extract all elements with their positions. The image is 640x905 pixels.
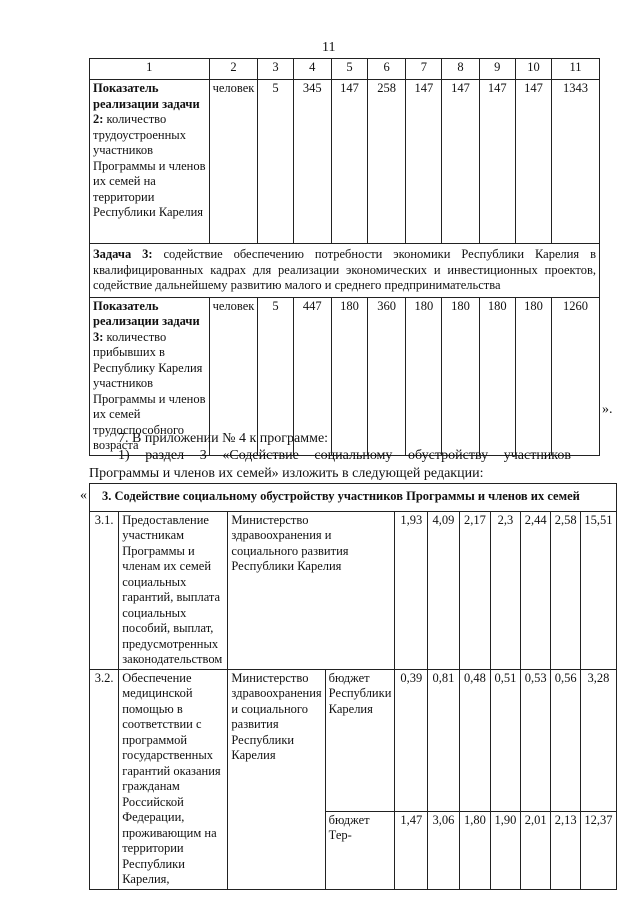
value-cell: 2,44 — [520, 511, 551, 669]
value-cell: 147 — [442, 80, 479, 244]
value-cell: 0,51 — [491, 669, 521, 811]
value-cell: 2,3 — [491, 511, 521, 669]
measure-name: Обеспечение медицинской помощью в соответствии с программой государственных гарантий оказания гражданам Российской Федерации, проживающим на территории Республики Карелия, — [119, 669, 228, 889]
value-cell: 147 — [331, 80, 367, 244]
value-cell: 2,58 — [551, 511, 581, 669]
header-cell: 5 — [331, 59, 367, 80]
value-cell: 360 — [368, 297, 406, 455]
section-title: 3. Содействие социальному обустройству участников Программы и членов их семей — [90, 484, 617, 512]
value-cell: 0,81 — [428, 669, 460, 811]
value-cell: 0,39 — [395, 669, 428, 811]
value-cell: 447 — [293, 297, 331, 455]
table-row — [90, 669, 617, 811]
value-cell: 2,17 — [459, 511, 490, 669]
page-number: 11 — [322, 40, 336, 55]
unit-cell: человек — [209, 297, 258, 455]
value-cell: 5 — [258, 80, 293, 244]
value-cell: 180 — [479, 297, 515, 455]
header-cell: 6 — [368, 59, 406, 80]
value-cell: 180 — [406, 297, 442, 455]
value-cell: 12,37 — [580, 811, 616, 889]
section-row — [90, 484, 617, 512]
value-cell: 1343 — [552, 80, 600, 244]
table-header-row — [90, 59, 600, 80]
value-cell: 15,51 — [580, 511, 616, 669]
value-cell: 1,93 — [395, 511, 428, 669]
value-cell: 147 — [406, 80, 442, 244]
indicator-description: количество прибывших в Республику Карелия участников Программы и членов их семей трудоспособного возраста — [93, 329, 206, 452]
value-cell: 147 — [515, 80, 551, 244]
header-cell: 7 — [406, 59, 442, 80]
value-cell: 1,90 — [491, 811, 521, 889]
value-cell: 345 — [293, 80, 331, 244]
value-cell: 258 — [368, 80, 406, 244]
header-cell: 10 — [515, 59, 551, 80]
row-number: 3.2. — [90, 669, 119, 889]
header-cell: 4 — [293, 59, 331, 80]
value-cell: 3,28 — [580, 669, 616, 811]
paragraph-1: 1) раздел 3 «Содействие социальному обустройству участников Программы и членов их семей» изложить в следующей редакции: — [89, 448, 571, 481]
indicator-label — [90, 80, 210, 244]
indicator-title: Показатель реализации задачи 3: — [93, 298, 200, 344]
task-3-cell — [90, 244, 600, 298]
value-cell: 3,06 — [428, 811, 460, 889]
value-cell: 5 — [258, 297, 293, 455]
indicators-table — [89, 58, 600, 456]
opening-quote: « — [80, 488, 87, 503]
value-cell: 2,13 — [551, 811, 581, 889]
responsible-org: Министерство здравоохранения и социального развития Республики Карелия — [228, 669, 325, 889]
header-cell: 1 — [90, 59, 210, 80]
paragraph-7: 7. В приложении № 4 к программе: — [118, 431, 329, 446]
measure-name: Предоставление участникам Программы и членам их семей социальных гарантий, выплата социальных пособий, выплат, предусмотренных законодательством — [119, 511, 228, 669]
funding-source: бюджет Тер- — [325, 811, 395, 889]
closing-quote: ». — [602, 402, 613, 417]
funding-source: бюджет Республики Карелия — [325, 669, 395, 811]
value-cell: 180 — [515, 297, 551, 455]
task-row — [90, 244, 600, 298]
unit-cell: человек — [209, 80, 258, 244]
indicator-title: Показатель реализации задачи 2: — [93, 81, 200, 126]
value-cell: 180 — [331, 297, 367, 455]
header-cell: 2 — [209, 59, 258, 80]
value-cell: 4,09 — [428, 511, 460, 669]
row-number: 3.1. — [90, 511, 119, 669]
value-cell: 180 — [442, 297, 479, 455]
header-cell: 3 — [258, 59, 293, 80]
header-cell: 11 — [552, 59, 600, 80]
value-cell: 2,01 — [520, 811, 551, 889]
value-cell: 0,48 — [459, 669, 490, 811]
value-cell: 0,56 — [551, 669, 581, 811]
table-row — [90, 511, 617, 669]
header-cell: 8 — [442, 59, 479, 80]
header-cell: 9 — [479, 59, 515, 80]
task-title: Задача 3: — [93, 247, 153, 261]
value-cell: 1260 — [552, 297, 600, 455]
value-cell: 147 — [479, 80, 515, 244]
value-cell: 1,47 — [395, 811, 428, 889]
task-description: содействие обеспечению потребности экономики Республики Карелия в квалифицированных кадрах для реализации экономических и инвестиционных проектов, содействие дальнейшему развитию малого и среднего предпринимательства — [93, 247, 597, 292]
measures-table — [89, 483, 617, 890]
value-cell: 0,53 — [520, 669, 551, 811]
table-row — [90, 80, 600, 244]
value-cell: 1,80 — [459, 811, 490, 889]
responsible-org: Министерство здравоохранения и социального развития Республики Карелия — [228, 511, 395, 669]
indicator-description: количество трудоустроенных участников Программы и членов их семей на территории Республики Карелия — [93, 112, 206, 219]
